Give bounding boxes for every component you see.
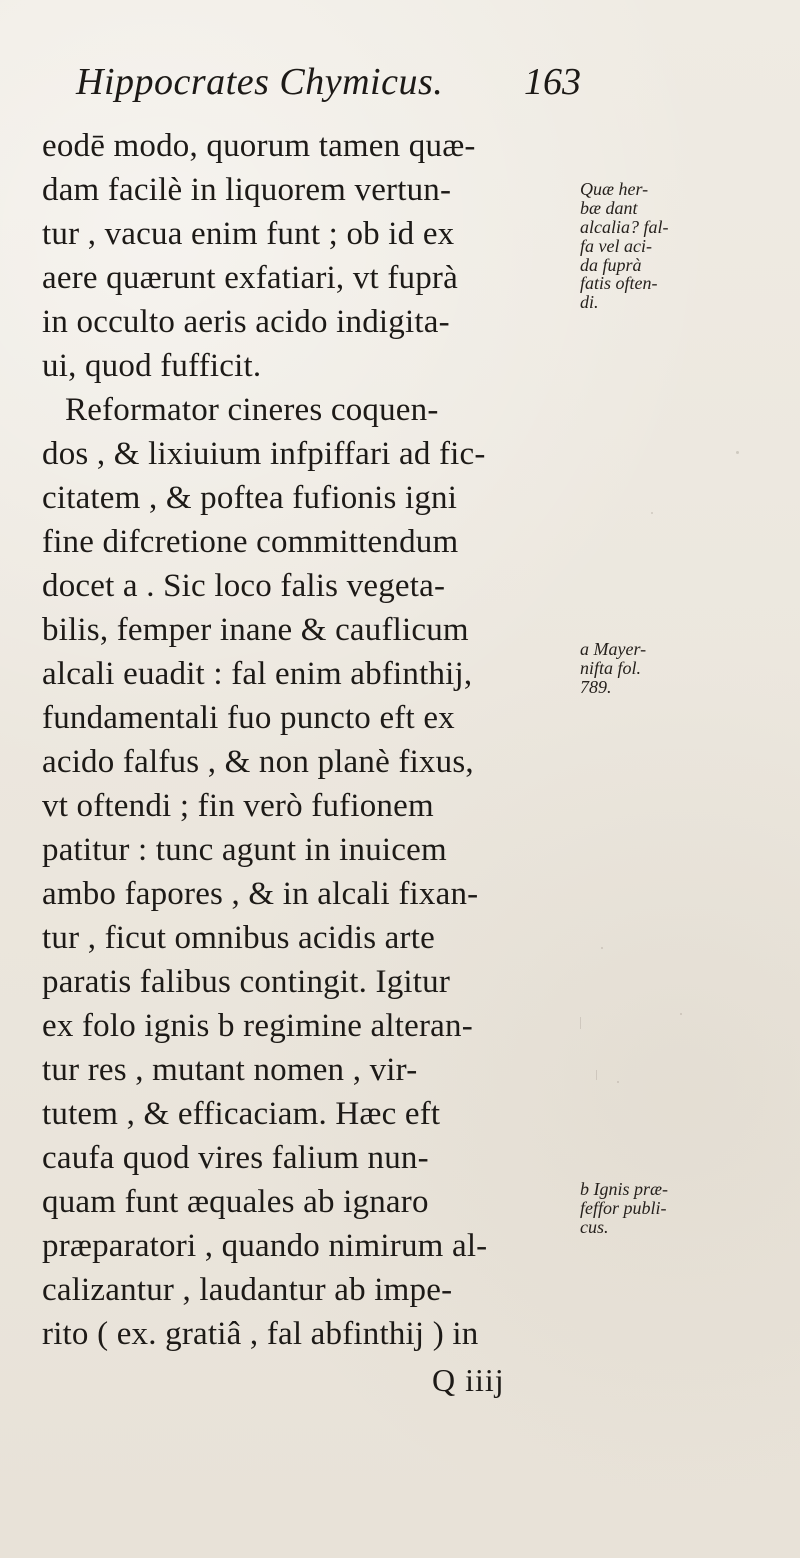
margin-note-line: fatis often- [580,273,658,294]
text-line: caufa quod vires falium nun- [42,1140,429,1176]
text-line: bilis, femper inane & cauflicum [42,612,469,648]
margin-note-line: di. [580,292,599,313]
text-line: vt oftendi ; fin verò fufionem [42,788,434,824]
text-line: tur , ficut omnibus acidis arte [42,920,435,956]
page-number: 163 [524,61,581,103]
paper-speck [601,947,603,949]
text-line: acido falfus , & non planè fixus, [42,744,474,780]
margin-note-line: feffor publi- [580,1197,667,1218]
paper-speck [651,512,653,514]
text-line: ui, quod fufficit. [42,348,262,384]
text-line: ambo fapores , & in alcali fixan- [42,876,479,912]
paper-speck [736,451,739,454]
text-line: aere quærunt exfatiari, vt fuprà [42,260,458,296]
text-line: tur , vacua enim funt ; ob id ex [42,216,455,252]
margin-note-line: bæ dant [580,197,638,218]
margin-note-b [580,1180,668,1237]
margin-note-line: 789. [580,676,612,697]
text-line: fundamentali fuo puncto eft ex [42,700,455,736]
paper-speck [680,1013,682,1015]
margin-note-line: fa vel aci- [580,235,652,256]
text-line: dos , & lixiuium infpiffari ad fic- [42,436,486,472]
margin-note-line: Quæ her- [580,179,649,199]
text-line: præparatori , quando nimirum al- [42,1228,488,1264]
margin-note-line: cus. [580,1216,609,1237]
text-line: alcali euadit : fal enim abfinthij, [42,656,473,692]
text-line: tur res , mutant nomen , vir- [42,1052,418,1088]
text-line: docet a . Sic loco falis vegeta- [42,568,446,604]
paper-speck [617,1081,619,1083]
text-line: tutem , & efficaciam. Hæc eft [42,1096,441,1132]
margin-note-line: a Mayer- [580,639,647,659]
margin-note-line: alcalia? fal- [580,216,669,237]
margin-note-herbs [580,180,669,312]
margin-note-a [580,640,646,697]
margin-note-line: nifta fol. [580,657,642,678]
text-line: dam facilè in liquorem vertun- [42,172,452,208]
signature-mark: Q iiij [432,1362,505,1398]
text-line: Reformator cineres coquen- [65,392,439,428]
text-line: paratis falibus contingit. Igitur [42,964,451,1000]
margin-note-line: da fuprà [580,254,642,275]
faint-mark [596,1070,597,1080]
text-line: citatem , & poftea fufionis igni [42,480,458,516]
text-line: rito ( ex. gratiâ , fal abfinthij ) in [42,1316,479,1352]
text-line: in occulto aeris acido indigita- [42,304,450,340]
page-header [76,60,636,120]
text-line: eodē modo, quorum tamen quæ- [42,128,476,164]
margin-note-line: b Ignis præ- [580,1179,669,1199]
text-line: patitur : tunc agunt in inuicem [42,832,447,868]
text-line: quam funt æquales ab ignaro [42,1184,429,1220]
faint-mark [580,1017,581,1029]
text-line: ex folo ignis b regimine alteran- [42,1008,473,1044]
text-line: calizantur , laudantur ab impe- [42,1272,453,1308]
text-line: fine difcretione committendum [42,524,459,560]
running-title: Hippocrates Chymicus. [76,61,444,103]
